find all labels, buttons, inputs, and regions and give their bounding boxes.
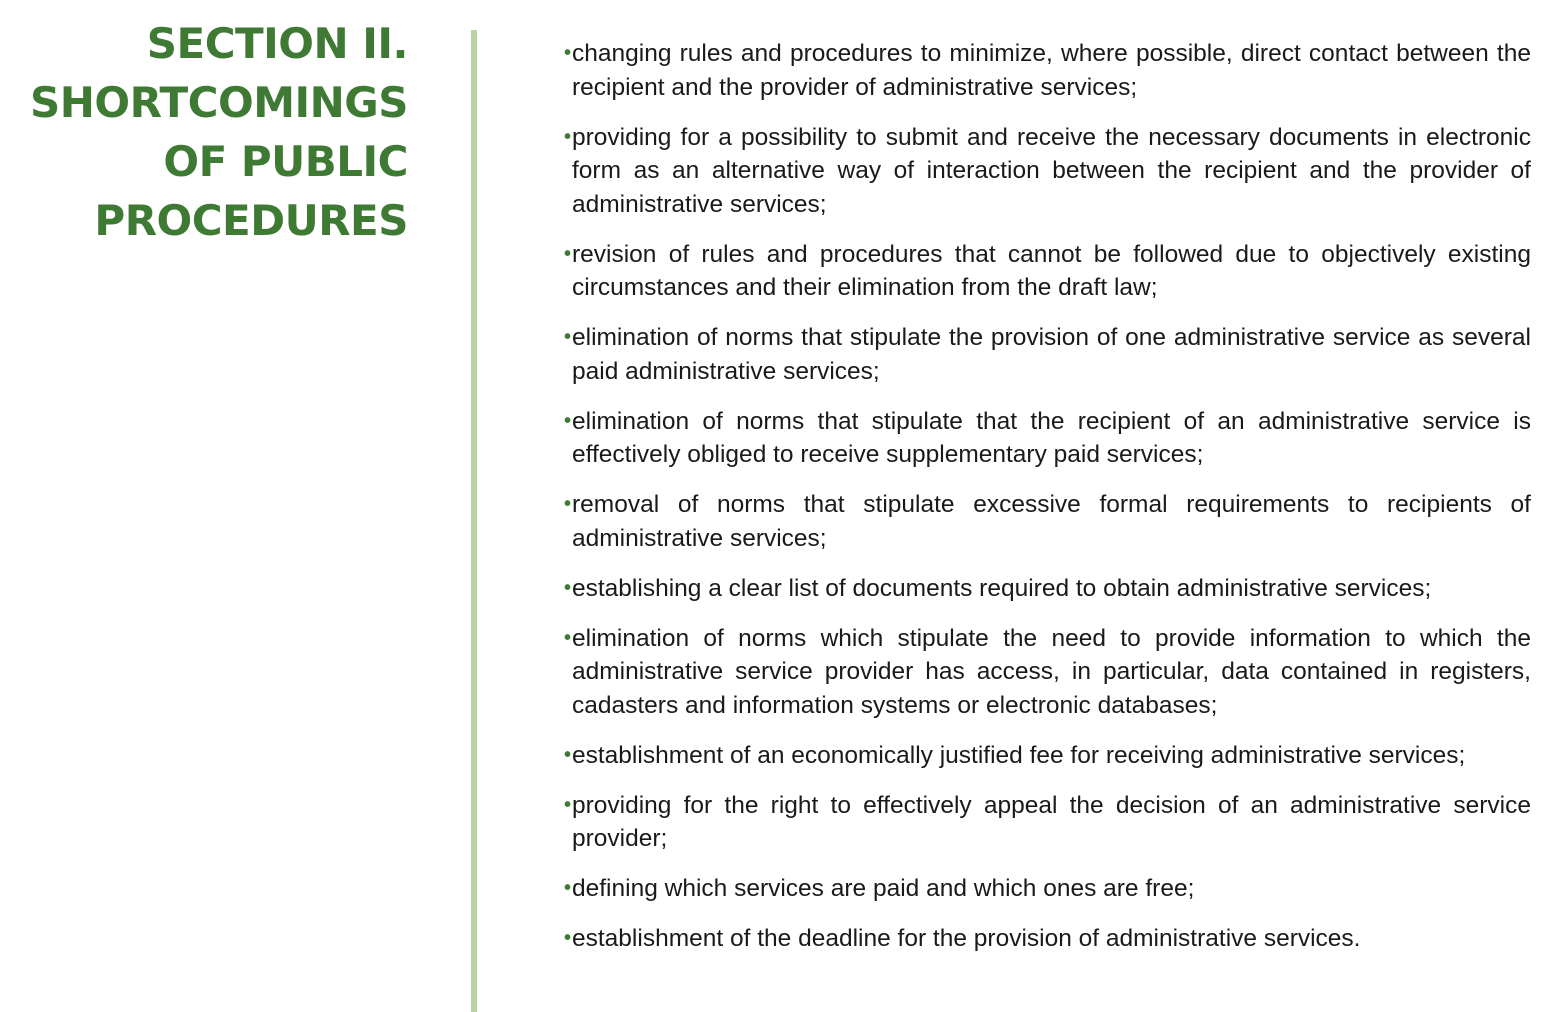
- list-item: [564, 622, 1531, 723]
- bullet-icon: •: [564, 793, 572, 816]
- bullet-icon: •: [564, 42, 572, 64]
- bullet-icon: •: [564, 409, 572, 432]
- list-item-text: providing for a possibility to submit and receive the necessary documents in electronic form as an alternative way of interaction between the recipient and the provider of administrative services;: [572, 123, 1531, 218]
- section-title-line: PROCEDURES: [94, 196, 408, 245]
- bullet-icon: •: [564, 576, 572, 599]
- list-item-text: defining which services are paid and which ones are free;: [572, 875, 1195, 902]
- list-item-text: establishment of the deadline for the provision of administrative services.: [572, 925, 1361, 952]
- bullet-icon: •: [564, 242, 572, 265]
- list-item: [564, 238, 1531, 305]
- bullet-icon: •: [564, 493, 572, 515]
- bullet-icon: •: [564, 927, 572, 949]
- list-item-text: elimination of norms which stipulate the need to provide information to which the administrative service provider has access, in particular, data contained in registers, cadasters and information systems or electronic databases;: [572, 624, 1531, 719]
- section-title-line: SHORTCOMINGS: [29, 78, 408, 127]
- list-item-text: establishment of an economically justified fee for receiving administrative services;: [572, 741, 1466, 769]
- bullet-icon: •: [564, 326, 572, 348]
- list-item-text: elimination of norms that stipulate that the recipient of an administrative service is effectively obliged to receive supplementary paid services;: [572, 407, 1531, 468]
- list-item: [564, 37, 1531, 104]
- bullet-list: [564, 37, 1531, 956]
- list-item: [564, 922, 1531, 956]
- list-item-text: elimination of norms that stipulate the provision of one administrative service as several paid administrative services;: [572, 324, 1531, 385]
- list-item: [564, 739, 1531, 773]
- list-item: [564, 872, 1531, 906]
- list-item: [564, 789, 1531, 856]
- list-item: [564, 321, 1531, 388]
- list-item-text: establishing a clear list of documents required to obtain administrative services;: [572, 574, 1432, 602]
- section-title-line: OF PUBLIC: [163, 137, 408, 186]
- bullet-icon: •: [564, 877, 572, 899]
- bullet-icon: •: [564, 626, 572, 649]
- section-title: [20, 14, 408, 250]
- section-title-line: SECTION II.: [146, 19, 408, 68]
- list-item-text: revision of rules and procedures that cannot be followed due to objectively existing circumstances and their elimination from the draft law;: [572, 240, 1531, 301]
- list-item: [564, 572, 1531, 606]
- list-item-text: removal of norms that stipulate excessive formal requirements to recipients of administrative services;: [572, 491, 1531, 552]
- list-item-text: providing for the right to effectively appeal the decision of an administrative service provider;: [572, 791, 1531, 852]
- list-item-text: changing rules and procedures to minimize, where possible, direct contact between the recipient and the provider of administrative services;: [572, 40, 1531, 101]
- list-item: [564, 488, 1531, 555]
- vertical-divider: [471, 30, 477, 1012]
- bullet-icon: •: [564, 743, 572, 766]
- bullet-icon: •: [564, 125, 572, 148]
- list-item: [564, 405, 1531, 472]
- list-item: [564, 121, 1531, 222]
